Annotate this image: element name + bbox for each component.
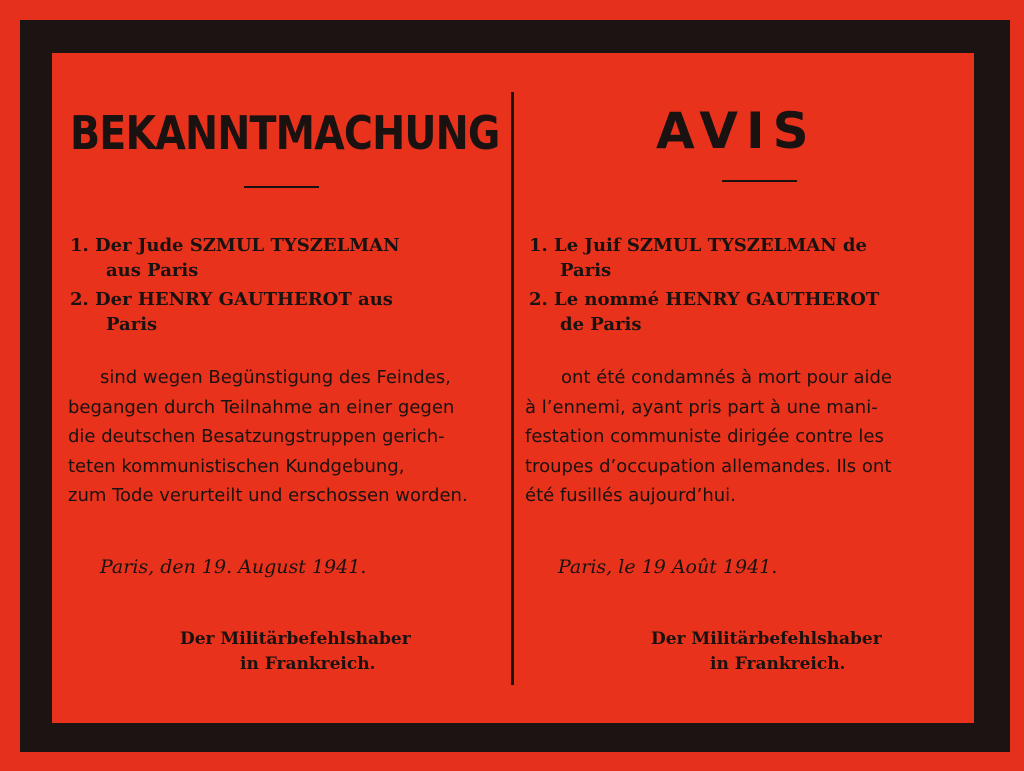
french-item-2-line-1: 2. Le nommé HENRY GAUTHEROT — [529, 289, 880, 310]
french-item-2 — [529, 287, 879, 312]
french-body-line: été fusillés aujourd’hui. — [525, 485, 736, 506]
german-item-1-cont — [106, 258, 198, 283]
french-signature-line-1: Der Militärbefehlshaber — [651, 629, 882, 649]
french-body-line: festation communiste dirigée contre les — [525, 426, 884, 447]
german-signature-line-2: in Frankreich. — [240, 654, 376, 674]
german-item-2-line-1: 2. Der HENRY GAUTHEROT aus — [70, 289, 393, 310]
german-body-line: sind wegen Begünstigung des Feindes, — [100, 367, 451, 388]
french-item-1-line-1: 1. Le Juif SZMUL TYSZELMAN de — [529, 235, 867, 256]
german-item-2 — [70, 287, 393, 312]
german-signature-line-1: Der Militärbefehlshaber — [180, 629, 411, 649]
french-item-1 — [529, 233, 867, 258]
french-item-2-line-2: de Paris — [560, 314, 642, 335]
french-body-line: troupes d’occupation allemandes. Ils ont — [525, 455, 892, 477]
german-date: Paris, den 19. August 1941. — [100, 556, 367, 578]
french-date: Paris, le 19 Août 1941. — [558, 556, 778, 578]
french-body-line: ont été condamnés à mort pour aide — [561, 367, 892, 388]
french-item-2-cont — [560, 312, 641, 337]
french-title: AVIS — [656, 102, 817, 160]
german-body-line: die deutschen Besatzungstruppen gerich- — [68, 426, 445, 447]
german-item-2-line-2: Paris — [106, 314, 158, 335]
french-title-rule — [722, 180, 797, 182]
german-item-1 — [70, 233, 400, 258]
french-signature-line-2: in Frankreich. — [710, 654, 846, 674]
french-body — [525, 363, 955, 511]
german-body-line: zum Tode verurteilt und erschossen worden. — [68, 485, 468, 506]
french-item-1-line-2: Paris — [560, 260, 612, 281]
german-body-line: begangen durch Teilnahme an einer gegen — [68, 396, 455, 418]
french-body-line: à l’ennemi, ayant pris part à une mani- — [525, 396, 878, 418]
german-item-1-line-1: 1. Der Jude SZMUL TYSZELMAN — [70, 235, 400, 256]
german-title: BEKANNTMACHUNG — [70, 106, 500, 160]
german-body — [68, 363, 498, 511]
german-title-rule — [244, 186, 319, 188]
german-body-line: teten kommunistischen Kundgebung, — [68, 455, 405, 477]
german-item-2-cont — [106, 312, 157, 337]
center-divider — [511, 92, 514, 685]
german-item-1-line-2: aus Paris — [106, 260, 199, 281]
french-item-1-cont — [560, 258, 611, 283]
